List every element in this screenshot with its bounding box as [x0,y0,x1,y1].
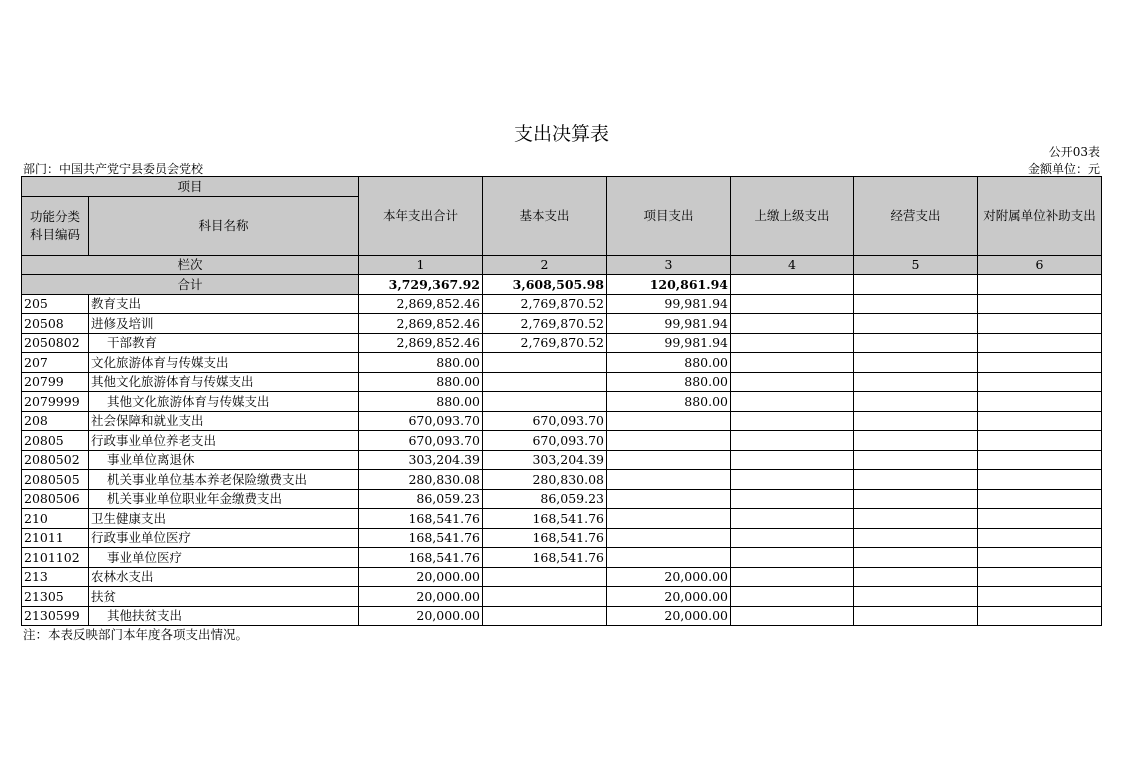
row-project: 99,981.94 [607,314,731,334]
row-basic: 670,093.70 [483,411,607,431]
row-upper [731,548,854,568]
row-basic [483,372,607,392]
row-subsidy [978,372,1102,392]
row-business [854,470,978,490]
table-row [22,411,1102,431]
row-project [607,431,731,451]
row-upper [731,411,854,431]
row-code: 2080505 [22,470,89,490]
row-upper [731,509,854,529]
page-title: 支出决算表 [513,123,609,145]
row-upper [731,333,854,353]
row-code: 21305 [22,587,89,607]
row-project: 880.00 [607,372,731,392]
row-basic [483,587,607,607]
row-upper [731,392,854,412]
row-project: 99,981.94 [607,333,731,353]
row-basic: 86,059.23 [483,489,607,509]
row-business [854,606,978,626]
table-row [22,314,1102,334]
row-name: 扶贫 [89,587,359,607]
row-total: 280,830.08 [359,470,483,490]
column-index-3: 3 [607,255,731,275]
total-basic: 3,608,505.98 [483,275,607,295]
column-index-5: 5 [854,255,978,275]
header-subsidy: 对附属单位补助支出 [978,177,1102,256]
row-basic: 280,830.08 [483,470,607,490]
row-total: 2,869,852.46 [359,314,483,334]
row-code: 210 [22,509,89,529]
row-basic: 168,541.76 [483,528,607,548]
row-code: 2130599 [22,606,89,626]
row-basic: 168,541.76 [483,548,607,568]
row-code: 20799 [22,372,89,392]
table-row [22,431,1102,451]
amount-unit-label: 金额单位：元 [1027,162,1100,176]
row-business [854,294,978,314]
row-name: 行政事业单位医疗 [89,528,359,548]
row-upper [731,294,854,314]
row-project [607,450,731,470]
row-total: 168,541.76 [359,509,483,529]
row-project: 99,981.94 [607,294,731,314]
header-code: 功能分类科目编码 [22,196,89,255]
row-subsidy [978,509,1102,529]
row-project [607,528,731,548]
row-upper [731,489,854,509]
row-total: 86,059.23 [359,489,483,509]
row-name: 机关事业单位基本养老保险缴费支出 [89,470,359,490]
column-index-row [22,255,1102,275]
table-row [22,294,1102,314]
column-index-1: 1 [359,255,483,275]
row-business [854,528,978,548]
row-total: 880.00 [359,392,483,412]
row-basic [483,567,607,587]
row-name: 教育支出 [89,294,359,314]
table-row [22,509,1102,529]
row-code: 2079999 [22,392,89,412]
row-total: 2,869,852.46 [359,333,483,353]
total-upper [731,275,854,295]
row-business [854,450,978,470]
row-upper [731,528,854,548]
row-subsidy [978,314,1102,334]
header-upper-payment: 上缴上级支出 [731,177,854,256]
row-project [607,470,731,490]
row-subsidy [978,353,1102,373]
row-basic: 2,769,870.52 [483,294,607,314]
row-code: 207 [22,353,89,373]
row-basic [483,392,607,412]
row-code: 20805 [22,431,89,451]
row-project: 20,000.00 [607,567,731,587]
total-subsidy [978,275,1102,295]
column-index-6: 6 [978,255,1102,275]
footnote: 注：本表反映部门本年度各项支出情况。 [23,627,249,642]
row-name: 农林水支出 [89,567,359,587]
table-row [22,587,1102,607]
expenditure-table [21,176,1102,626]
row-name: 社会保障和就业支出 [89,411,359,431]
total-amount: 3,729,367.92 [359,275,483,295]
header-name: 科目名称 [89,196,359,255]
row-code: 213 [22,567,89,587]
row-basic: 168,541.76 [483,509,607,529]
row-upper [731,314,854,334]
row-project [607,509,731,529]
header-basic: 基本支出 [483,177,607,256]
row-upper [731,372,854,392]
row-total: 880.00 [359,372,483,392]
row-business [854,431,978,451]
total-business [854,275,978,295]
row-subsidy [978,548,1102,568]
table-row [22,528,1102,548]
row-basic: 303,204.39 [483,450,607,470]
table-row [22,470,1102,490]
row-upper [731,567,854,587]
row-upper [731,606,854,626]
row-basic [483,606,607,626]
form-number: 公开03表 [1048,145,1100,159]
row-basic [483,353,607,373]
row-upper [731,587,854,607]
row-basic: 670,093.70 [483,431,607,451]
row-basic: 2,769,870.52 [483,314,607,334]
row-name: 事业单位医疗 [89,548,359,568]
row-subsidy [978,470,1102,490]
row-subsidy [978,587,1102,607]
row-subsidy [978,450,1102,470]
row-business [854,489,978,509]
row-business [854,353,978,373]
column-index-4: 4 [731,255,854,275]
row-upper [731,470,854,490]
row-code: 21011 [22,528,89,548]
row-subsidy [978,411,1102,431]
row-total: 20,000.00 [359,587,483,607]
row-basic: 2,769,870.52 [483,333,607,353]
row-business [854,587,978,607]
row-upper [731,353,854,373]
table-row [22,489,1102,509]
column-index-2: 2 [483,255,607,275]
row-name: 文化旅游体育与传媒支出 [89,353,359,373]
row-business [854,548,978,568]
row-total: 168,541.76 [359,548,483,568]
row-subsidy [978,567,1102,587]
header-business: 经营支出 [854,177,978,256]
row-upper [731,431,854,451]
row-project: 20,000.00 [607,606,731,626]
table-row [22,548,1102,568]
row-subsidy [978,489,1102,509]
row-project [607,489,731,509]
row-subsidy [978,431,1102,451]
total-project: 120,861.94 [607,275,731,295]
row-code: 208 [22,411,89,431]
row-name: 进修及培训 [89,314,359,334]
department-label: 部门：中国共产党宁县委员会党校 [23,162,204,176]
row-project [607,548,731,568]
row-upper [731,450,854,470]
table-row [22,606,1102,626]
row-business [854,314,978,334]
row-name: 其他文化旅游体育与传媒支出 [89,372,359,392]
row-name: 机关事业单位职业年金缴费支出 [89,489,359,509]
row-name: 其他文化旅游体育与传媒支出 [89,392,359,412]
row-code: 20508 [22,314,89,334]
row-code: 205 [22,294,89,314]
row-project: 880.00 [607,353,731,373]
row-subsidy [978,333,1102,353]
header-project-expenditure: 项目支出 [607,177,731,256]
table-row [22,333,1102,353]
row-subsidy [978,392,1102,412]
row-total: 303,204.39 [359,450,483,470]
row-project: 880.00 [607,392,731,412]
row-name: 卫生健康支出 [89,509,359,529]
row-business [854,392,978,412]
row-total: 168,541.76 [359,528,483,548]
row-code: 2080506 [22,489,89,509]
row-project: 20,000.00 [607,587,731,607]
table-row [22,353,1102,373]
row-name: 事业单位离退休 [89,450,359,470]
column-index-label: 栏次 [22,255,359,275]
total-row [22,275,1102,295]
header-total: 本年支出合计 [359,177,483,256]
row-name: 其他扶贫支出 [89,606,359,626]
row-total: 20,000.00 [359,606,483,626]
row-total: 20,000.00 [359,567,483,587]
row-subsidy [978,294,1102,314]
row-business [854,372,978,392]
row-total: 880.00 [359,353,483,373]
total-label: 合计 [22,275,359,295]
header-row-1 [22,177,1102,197]
row-total: 670,093.70 [359,431,483,451]
row-business [854,333,978,353]
row-subsidy [978,606,1102,626]
row-code: 2080502 [22,450,89,470]
row-subsidy [978,528,1102,548]
row-business [854,567,978,587]
row-total: 2,869,852.46 [359,294,483,314]
row-name: 干部教育 [89,333,359,353]
row-total: 670,093.70 [359,411,483,431]
row-name: 行政事业单位养老支出 [89,431,359,451]
table-row [22,567,1102,587]
row-code: 2101102 [22,548,89,568]
row-project [607,411,731,431]
row-code: 2050802 [22,333,89,353]
header-project: 项目 [22,177,359,197]
table-row [22,392,1102,412]
table-row [22,450,1102,470]
row-business [854,411,978,431]
row-business [854,509,978,529]
table-row [22,372,1102,392]
